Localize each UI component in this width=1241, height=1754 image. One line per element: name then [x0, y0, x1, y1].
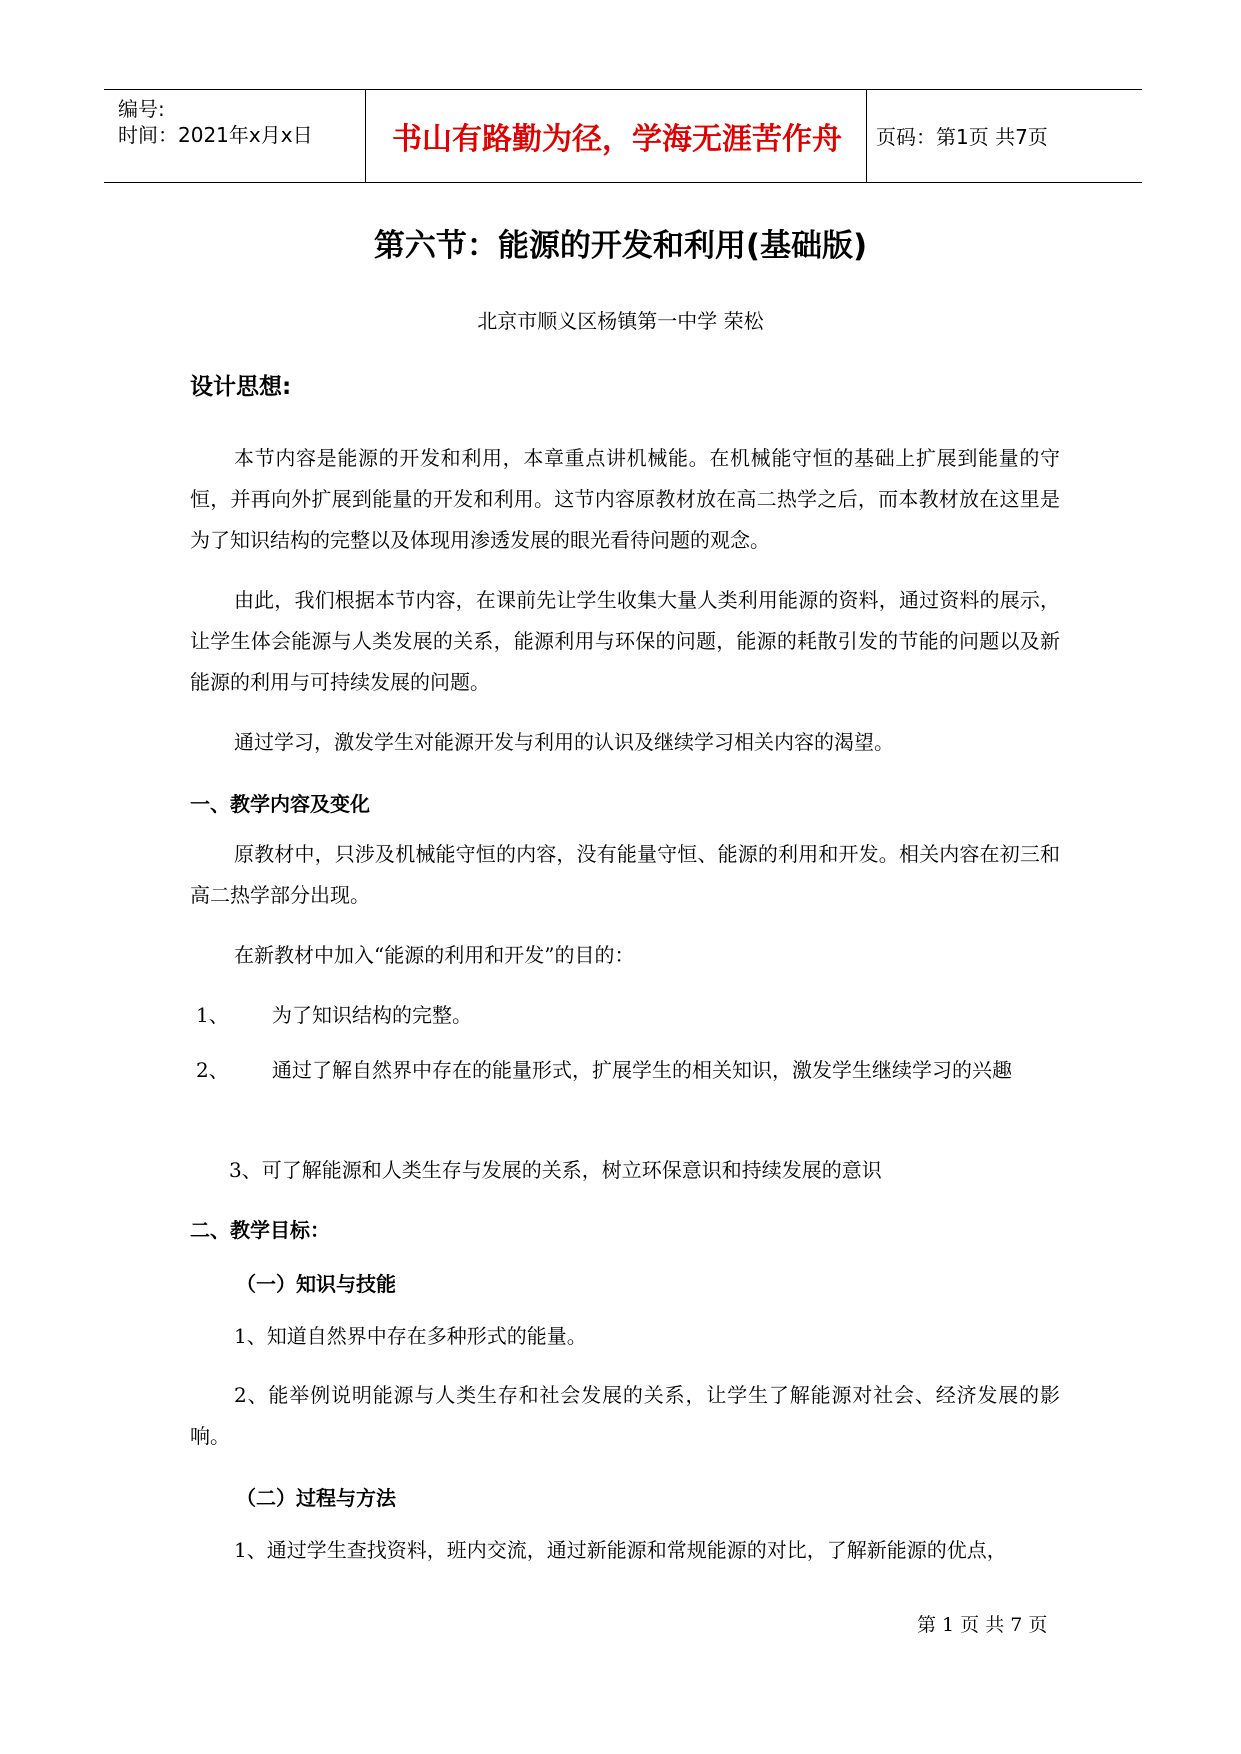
design-paragraph-1: 本节内容是能源的开发和利用，本章重点讲机械能。在机械能守恒的基础上扩展到能量的守恒，并再向外扩展到能量的开发和利用。这节内容原教材放在高二热学之后，而本教材放在这里是为了知识结构的完整以及体现用渗透发展的眼光看待问题的观念。	[190, 446, 1060, 552]
subsection1-heading: （一）知识与技能	[236, 1272, 396, 1296]
list-item-text: 为了知识结构的完整。	[272, 1003, 472, 1027]
page-title: 第六节：能源的开发和利用(基础版)	[373, 228, 868, 264]
list-item-number: 3、	[229, 1158, 262, 1182]
subsection1-item-2: 2、能举例说明能源与人类生存和社会发展的关系，让学生了解能源对社会、经济发展的影响。	[190, 1383, 1060, 1448]
header-divider-right	[866, 90, 867, 182]
section1-paragraph-2: 在新教材中加入“能源的利用和开发”的目的：	[234, 943, 635, 967]
subsection1-item-1: 1、知道自然界中存在多种形式的能量。	[234, 1324, 587, 1348]
header-table	[104, 89, 1142, 183]
subsection2-item-1: 1、通过学生查找资料，班内交流，通过新能源和常规能源的对比，了解新能源的优点，	[234, 1538, 1007, 1562]
list-item	[196, 995, 1098, 1036]
design-paragraph-2: 由此，我们根据本节内容，在课前先让学生收集大量人类利用能源的资料，通过资料的展示，让学生体会能源与人类发展的关系，能源利用与环保的问题，能源的耗散引发的节能的问题以及新能源的利用与可持续发展的问题。	[190, 588, 1060, 694]
list-item-number: 1、	[196, 1003, 229, 1027]
subsection2-heading: （二）过程与方法	[236, 1486, 396, 1510]
list-item	[196, 1050, 1098, 1091]
section2-heading: 二、教学目标：	[190, 1218, 330, 1242]
design-heading: 设计思想:	[190, 374, 292, 400]
number-label: 编号:	[118, 97, 165, 121]
header-motto: 书山有路勤为径，学海无涯苦作舟	[392, 121, 842, 157]
header-page-info: 页码：第1页 共7页	[876, 125, 1048, 149]
header-divider-left	[365, 90, 366, 182]
page-footer: 第 1 页 共 7 页	[917, 1614, 1048, 1636]
time-label: 时间：2021年x月x日	[118, 123, 313, 147]
design-paragraph-3: 通过学习，激发学生对能源开发与利用的认识及继续学习相关内容的渴望。	[234, 730, 894, 754]
section1-paragraph-1: 原教材中，只涉及机械能守恒的内容，没有能量守恒、能源的利用和开发。相关内容在初三和高二热学部分出现。	[190, 842, 1060, 907]
list-item-number: 2、	[196, 1058, 229, 1082]
section1-heading: 一、教学内容及变化	[190, 792, 370, 816]
list-item	[229, 1150, 1055, 1191]
header-meta	[118, 96, 313, 148]
list-item-text: 可了解能源和人类生存与发展的关系，树立环保意识和持续发展的意识	[261, 1158, 882, 1182]
author-line: 北京市顺义区杨镇第一中学 荣松	[477, 309, 764, 333]
list-item-text: 通过了解自然界中存在的能量形式，扩展学生的相关知识，激发学生继续学习的兴趣	[272, 1058, 1012, 1082]
